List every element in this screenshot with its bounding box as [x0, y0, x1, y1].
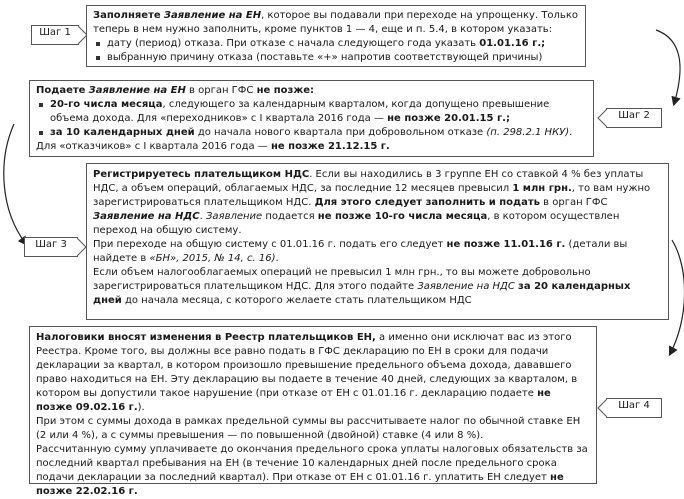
step-2-bullet-10days: за 10 календарных дней до начала нового квартала при добровольном отказе (п. 298.2.1 НКУ). — [36, 126, 587, 140]
step-1-box — [86, 5, 586, 67]
step-3-voluntary: Если объем налогооблагаемых операций не превысил 1 млн грн., то вы можете добровольно зарегистрироваться плательщиком НДС. Для этого подайте Заявление на НДС за 20 календарных дней до начала месяца, с которого желаете стать плательщиком НДС — [93, 267, 631, 306]
arrow-box1-to-box2 — [656, 30, 680, 104]
step-2-bullet-20th: 20-го числа месяца, следующего за календарным кварталом, когда допущено превышение объема дохода. Для «переходников» с I квартала 2016 года — не позже 20.01.15 г.; — [36, 98, 587, 126]
step-4-label: Шаг 4 — [606, 398, 662, 418]
step-1-bullet-reason: выбранную причину отказа (поставьте «+» напротив соответствующей причины) — [93, 51, 579, 65]
arrow-box3-to-box4 — [670, 240, 684, 354]
arrow-box2-to-box3 — [4, 124, 26, 244]
step-2-label: Шаг 2 — [606, 108, 662, 128]
step-1-bullet-date: дату (период) отказа. При отказе с начала следующего года указать 01.01.16 г.; — [93, 37, 579, 51]
step-4-payment: Рассчитанную сумму уплачиваете до окончания предельного срока уплаты налоговых обязательств за последний квартал пребывания на ЕН (в течение 10 календарных дней после предельного срока подачи декларации за последний квартал). При отказе от ЕН с 01.01.16 г. уплатить ЕН следует не позже 22.02.16 г. — [36, 444, 588, 497]
step-4-registry: Налоговики вносят изменения в Реестр плательщиков ЕН, а именно они исключат вас из этого Реестра. Кроме того, вы должны все равно подать в ГФС декларацию по ЕН в сроки для подачи декларации за квартал, в котором произошло превышение предельного объема дохода, дававшего право находиться на ЕН. Эту декларацию вы подаете в течение 40 дней, следующих за кварталом, в котором вы допустили такое нарушение (при отказе от ЕН с 01.01.16 г. декларацию подаете не позже 09.02.16 г.). — [36, 332, 578, 413]
step-4-rates: При этом с суммы дохода в рамках предельной суммы вы рассчитываете налог по обычной ставке ЕН (2 или 4 %), а с суммы превышения — по повышенной (двойной) ставке (4 или 8 %). — [36, 416, 581, 441]
step-3-transition: При переходе на общую систему с 01.01.16 г. подать его следует не позже 11.01.16 г. (детали вы найдете в «БН», 2015, № 14, с. 16). — [93, 239, 628, 264]
step-3-label: Шаг 3 — [24, 237, 78, 257]
step-3-registration: Регистрируетесь плательщиком НДС. Если вы находились в 3 группе ЕН со ставкой 4 % без уплаты НДС, а объем операций, облагаемых НДС, за последние 12 месяцев превысил 1 млн грн., то вам нужно зарегистрироваться плательщиком НДС. Для этого следует заполнить и подать в орган ГФС Заявление на НДС. Заявление подается не позже 10-го числа месяца, в котором осуществлен переход на общую систему. — [93, 169, 651, 236]
step-2-box — [29, 80, 594, 157]
step-3-box — [86, 163, 669, 320]
step-2-refusers: Для «отказчиков» с I квартала 2016 года — не позже 21.12.15 г. — [36, 141, 390, 152]
step-1-label: Шаг 1 — [31, 25, 79, 45]
step-1-intro: Заполняете Заявление на ЕН, которое вы подавали при переходе на упрощенку. Только теперь в нем нужно заполнить, кроме пунктов 1 — 4, еще и п. 5.4, в котором указать: — [93, 10, 578, 35]
step-2-intro: Подаете Заявление на ЕН в орган ГФС не позже: — [36, 85, 315, 96]
step-4-box — [29, 326, 597, 497]
